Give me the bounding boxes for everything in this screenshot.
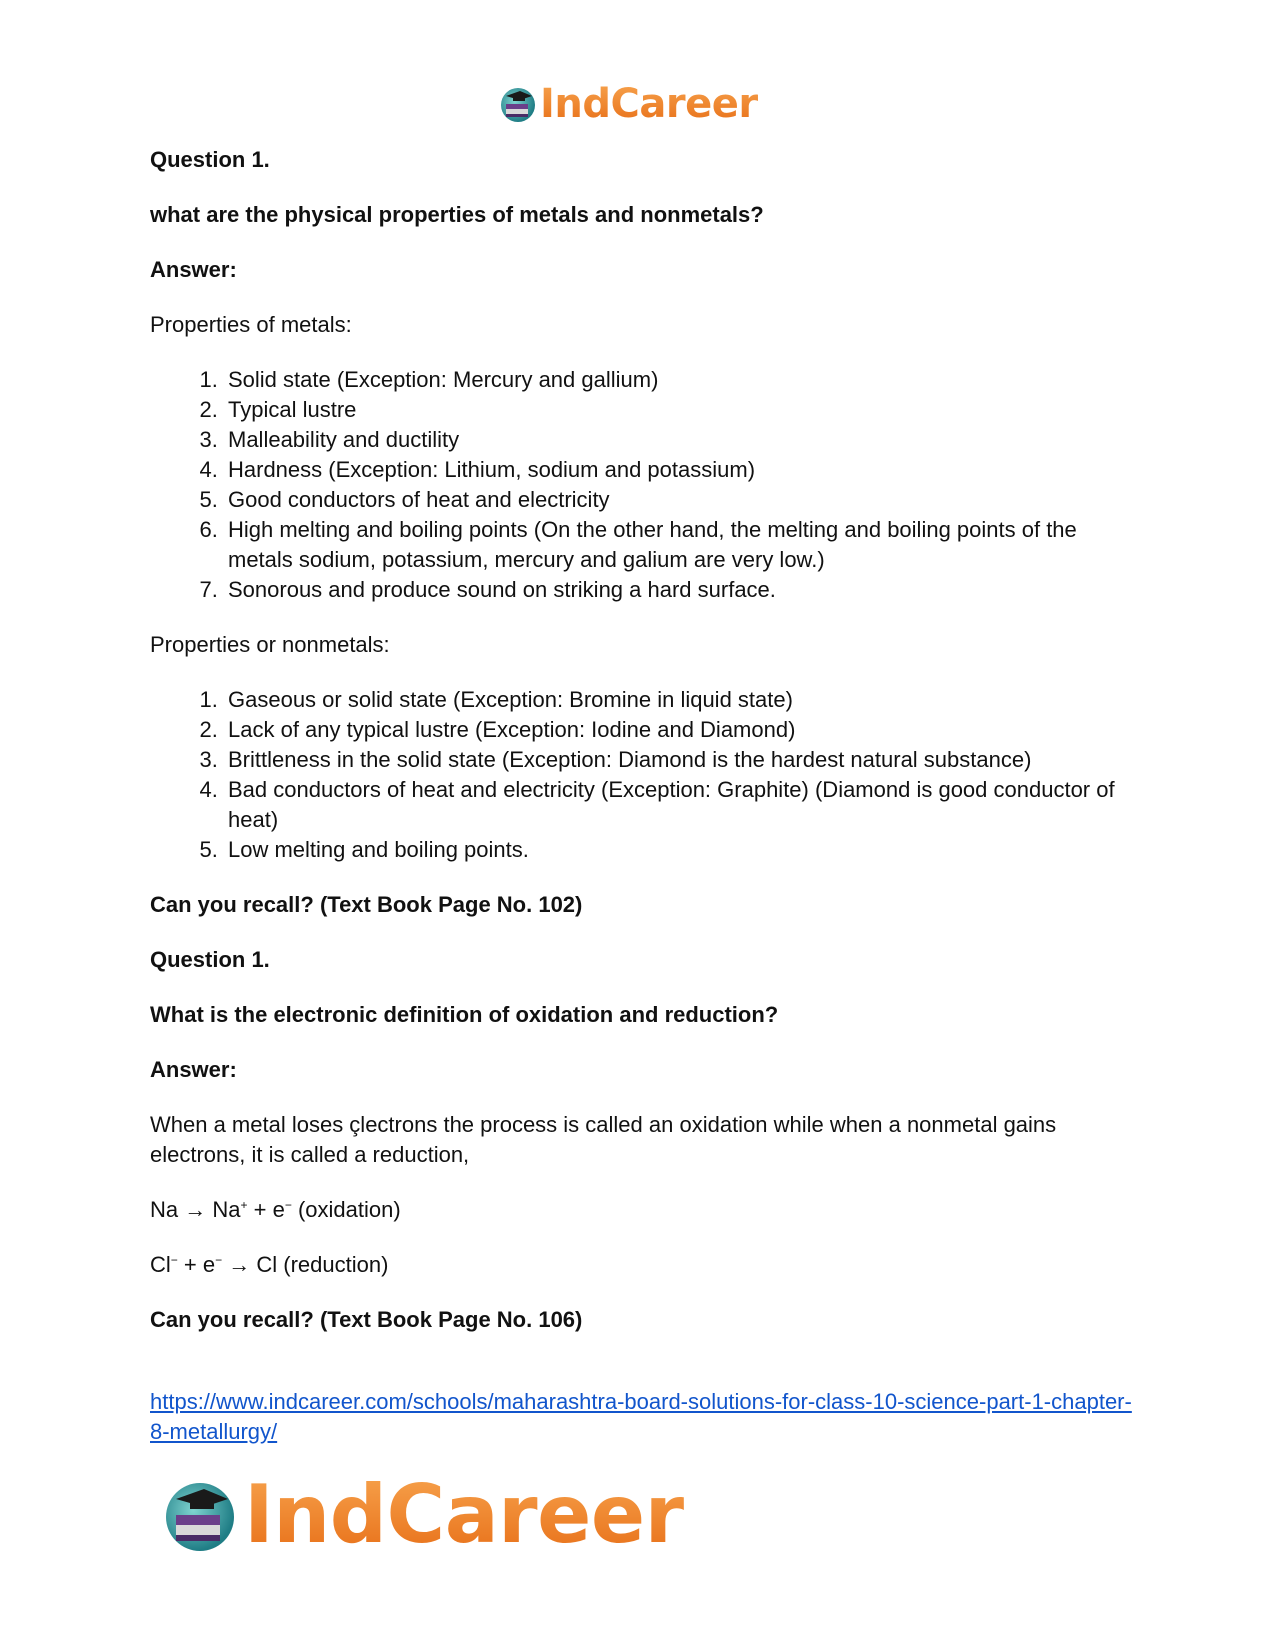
section-heading: Can you recall? (Text Book Page No. 102) <box>150 892 583 917</box>
logo-globe-icon <box>160 1475 240 1555</box>
section-heading: Can you recall? (Text Book Page No. 106) <box>150 1307 583 1332</box>
list-item: 5. Good conductors of heat and electricity <box>224 485 1140 515</box>
list-item: 7. Sonorous and produce sound on striking a hard surface. <box>224 575 1140 605</box>
list-item: 4. Hardness (Exception: Lithium, sodium and potassium) <box>224 455 1140 485</box>
nonmetals-intro: Properties or nonmetals: <box>150 632 390 657</box>
logo-wordmark: IndCareer <box>540 81 758 127</box>
equation-oxidation: Na → Na+ + e− (oxidation) <box>150 1197 401 1222</box>
source-link[interactable]: https://www.indcareer.com/schools/maharashtra-board-solutions-for-class-10-science-part-1-chapter-8-metallurgy/ <box>150 1389 1132 1444</box>
answer-text: When a metal loses çlectrons the process is called an oxidation while when a nonmetal gains electrons, it is called a reduction, <box>150 1112 1057 1167</box>
question-text: what are the physical properties of metals and nonmetals? <box>150 202 764 227</box>
footer-logo <box>160 1470 684 1560</box>
list-item: 1. Solid state (Exception: Mercury and gallium) <box>224 365 1140 395</box>
list-item: 2. Lack of any typical lustre (Exception: Iodine and Diamond) <box>224 715 1140 745</box>
question-heading: Question 1. <box>150 147 270 172</box>
question-heading: Question 1. <box>150 947 270 972</box>
header-logo <box>498 80 758 128</box>
list-item: 5. Low melting and boiling points. <box>224 835 1140 865</box>
document-body <box>150 145 1140 1447</box>
equation-reduction: Cl− + e− → Cl (reduction) <box>150 1252 389 1277</box>
list-item: 3. Malleability and ductility <box>224 425 1140 455</box>
metals-list <box>150 365 1140 605</box>
metals-intro: Properties of metals: <box>150 312 352 337</box>
logo-wordmark: IndCareer <box>244 1468 684 1561</box>
answer-label: Answer: <box>150 1057 237 1082</box>
answer-label: Answer: <box>150 257 237 282</box>
logo-globe-icon <box>498 84 538 124</box>
nonmetals-list <box>150 685 1140 865</box>
list-item: 3. Brittleness in the solid state (Exception: Diamond is the hardest natural substance) <box>224 745 1140 775</box>
list-item: 4. Bad conductors of heat and electricity (Exception: Graphite) (Diamond is good conductor of heat) <box>224 775 1140 835</box>
list-item: 1. Gaseous or solid state (Exception: Bromine in liquid state) <box>224 685 1140 715</box>
list-item: 2. Typical lustre <box>224 395 1140 425</box>
list-item: 6. High melting and boiling points (On the other hand, the melting and boiling points of the metals sodium, potassium, mercury and galium are very low.) <box>224 515 1140 575</box>
question-text: What is the electronic definition of oxidation and reduction? <box>150 1002 779 1027</box>
